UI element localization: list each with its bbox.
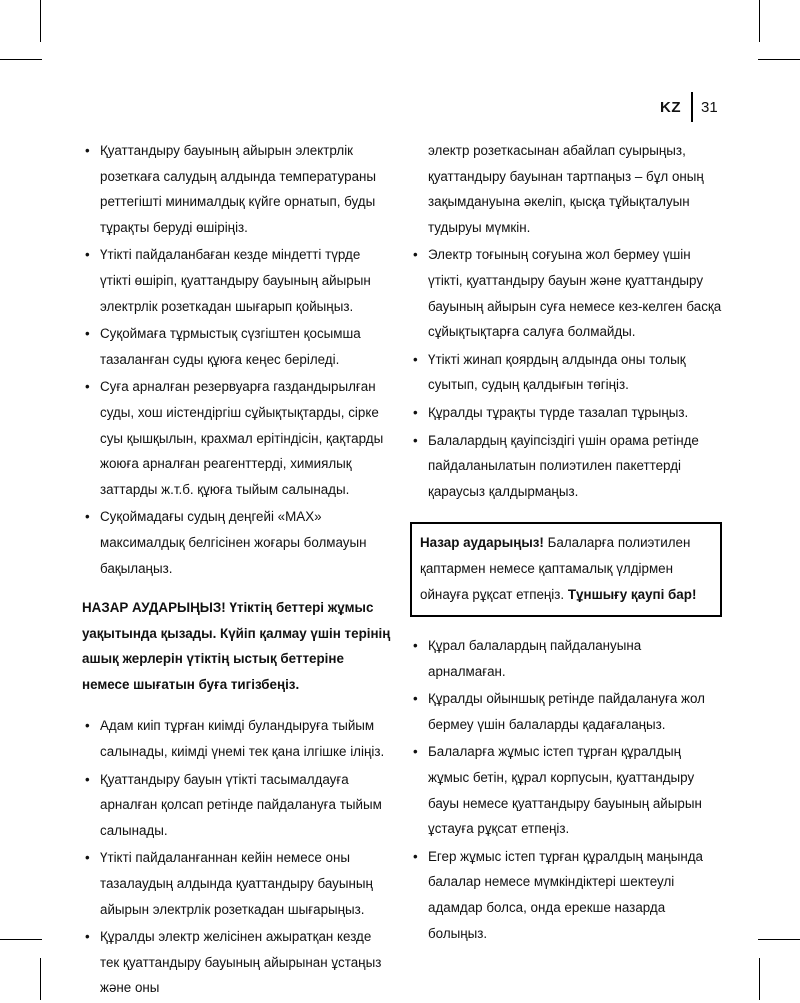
notice-box bbox=[410, 522, 722, 617]
notice-emphasis: Тұншығу қаупі бар! bbox=[567, 586, 697, 602]
list-item: • Құралды ойыншық ретінде пайдалануға жол бермеу үшін балаларды қадағалаңыз. bbox=[410, 686, 722, 737]
page-number: 31 bbox=[701, 98, 718, 116]
crop-mark bbox=[40, 0, 41, 42]
header-divider bbox=[691, 92, 693, 122]
bullet-list bbox=[82, 713, 392, 1001]
list-item: • Балаларға жұмыс істеп тұрған құралдың жұмыс бетін, құрал корпусын, қуаттандыру бауы немесе қуаттандыру бауының айырын ұстауға рұқсат етпеңіз. bbox=[410, 739, 722, 841]
list-item: • Балалардың қауіпсіздігі үшін орама ретінде пайдаланылатын полиэтилен пакеттерді қараусыз қалдырмаңыз. bbox=[410, 428, 722, 505]
crop-mark bbox=[758, 59, 800, 60]
list-item: • Құрал балалардың пайдалануына арналмаған. bbox=[410, 633, 722, 684]
list-item: • Суқоймадағы судың деңгейі «MAX» максималдық белгісінен жоғары болмауын бақылаңыз. bbox=[82, 504, 392, 581]
list-item: • Қуаттандыру бауының айырын электрлік розеткаға салудың алдында температураны реттегішті минималдық күйге орнатып, буды тұрақты беруді өшіріңіз. bbox=[82, 138, 392, 240]
crop-mark bbox=[759, 0, 760, 42]
list-item: • Қуаттандыру бауын үтікті тасымалдауға арналған қолсап ретінде пайдалануға тыйым салынады. bbox=[82, 767, 392, 844]
list-item: • Құралды электр желісінен ажыратқан кезде тек қуаттандыру бауының айырынан ұстаңыз және оны bbox=[82, 924, 392, 1001]
list-item: • Электр тоғының соғуына жол бермеу үшін үтікті, қуаттандыру бауын және қуаттандыру бауының айырын суға немесе кез-келген басқа сұйықтықтарға салуға болмайды. bbox=[410, 242, 722, 344]
page-header bbox=[660, 92, 718, 122]
continued-text: электр розеткасынан абайлап суырыңыз, қуаттандыру бауынан тартпаңыз – бұл оның зақымдануына әкеліп, қысқа тұйықталуын тудыруы мүмкін. bbox=[428, 143, 704, 235]
list-item: • Үтікті пайдаланғаннан кейін немесе оны тазалаудың алдында қуаттандыру бауының айырын электрлік розеткадан шығарыңыз. bbox=[82, 845, 392, 922]
crop-mark bbox=[0, 59, 42, 60]
crop-mark bbox=[40, 958, 41, 1000]
list-item: • Үтікті пайдаланбаған кезде міндетті түрде үтікті өшіріп, қуаттандыру бауының айырын электрлік розеткадан шығарып қойыңыз. bbox=[82, 242, 392, 319]
bullet-list bbox=[410, 633, 722, 946]
list-item: • Суқоймаға тұрмыстық сүзгіштен қосымша тазаланған суды құюға кеңес беріледі. bbox=[82, 321, 392, 372]
crop-mark bbox=[759, 958, 760, 1000]
list-item: • Суға арналған резервуарға газдандырылған суды, хош иістендіргіш сұйықтықтарды, сірке суы қышқылын, крахмал ерітіндісін, қақтарды жоюға арналған реагенттерді, химиялық заттарды ж.т.б. құюға тыйым салынады. bbox=[82, 374, 392, 502]
warning-heading: НАЗАР АУДАРЫҢЫЗ! Үтіктің беттері жұмыс уақытында қызады. Күйіп қалмау үшін терінің ашық жерлерін үтіктің ыстық беттеріне немесе шығатын буға тигізбеңіз. bbox=[82, 600, 391, 692]
right-column bbox=[410, 138, 722, 948]
list-item: • Адам киіп тұрған киімді буландыруға тыйым салынады, киімді үнемі тек қана ілгішке іліңіз. bbox=[82, 713, 392, 764]
bullet-list bbox=[410, 242, 722, 504]
left-column bbox=[82, 138, 392, 1003]
list-item: • Құралды тұрақты түрде тазалап тұрыңыз. bbox=[410, 400, 722, 426]
crop-mark bbox=[758, 939, 800, 940]
list-item: • Үтікті жинап қоярдың алдында оны толық суытып, судың қалдығын төгіңіз. bbox=[410, 347, 722, 398]
notice-body: Балаларға полиэтилен қаптармен немесе қаптамалық үлдірмен ойнауға рұқсат етпеңіз. bbox=[420, 535, 691, 602]
list-item: • Егер жұмыс істеп тұрған құралдың маңында балалар немесе мүмкіндіктері шектеулі адамдар болса, онда ерекше назарда болыңыз. bbox=[410, 844, 722, 946]
bullet-list bbox=[82, 138, 392, 581]
language-code: KZ bbox=[660, 98, 681, 116]
notice-lead: Назар аударыңыз! bbox=[420, 535, 544, 551]
crop-mark bbox=[0, 939, 42, 940]
